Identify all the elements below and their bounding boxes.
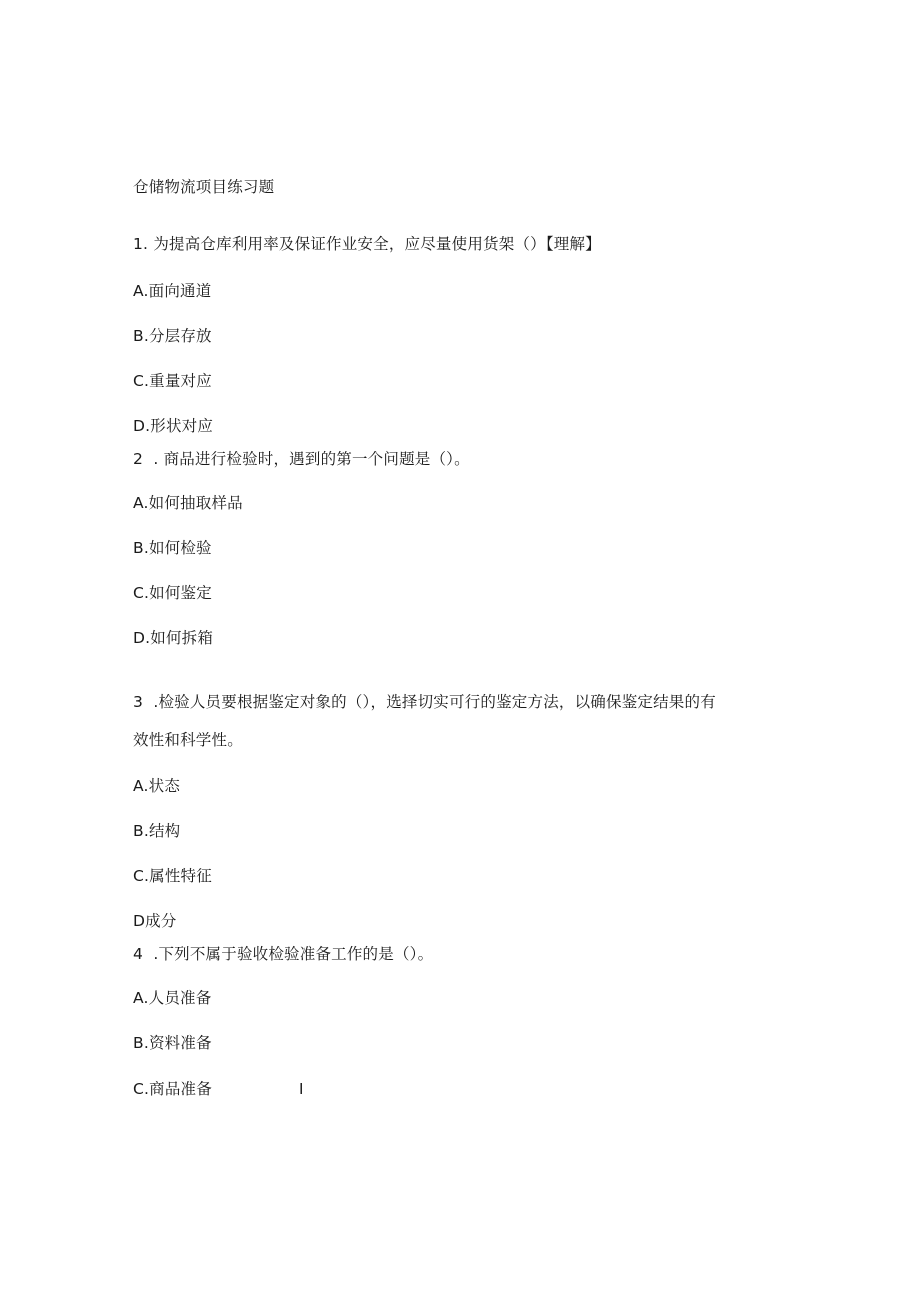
question-3-stem-line-1: 3 .检验人员要根据鉴定对象的（），选择切实可行的鉴定方法，以确保鉴定结果的有 <box>133 693 716 711</box>
question-1-stem: 1. 为提高仓库利用率及保证作业安全，应尽量使用货架（）【理解】 <box>133 235 601 253</box>
question-2-option-c: C.如何鉴定 <box>133 584 212 602</box>
question-1-option-b: B.分层存放 <box>133 327 212 345</box>
question-2-option-b: B.如何检验 <box>133 539 212 557</box>
question-1-option-c: C.重量对应 <box>133 372 212 390</box>
question-3-option-b: B.结构 <box>133 822 181 840</box>
question-4-option-a: A.人员准备 <box>133 989 212 1007</box>
text-cursor-mark: I <box>299 1081 304 1098</box>
question-1-option-a: A.面向通道 <box>133 282 212 300</box>
page-title: 仓储物流项目练习题 <box>133 178 275 196</box>
question-2-option-a: A.如何抽取样品 <box>133 494 243 512</box>
question-3-option-d: D成分 <box>133 912 177 930</box>
question-3-option-c: C.属性特征 <box>133 867 212 885</box>
question-4-option-c: C.商品准备 <box>133 1080 212 1098</box>
question-1-option-d: D.形状对应 <box>133 417 214 435</box>
question-2-stem: 2 . 商品进行检验时，遇到的第一个问题是（）。 <box>133 450 470 468</box>
question-3-option-a: A.状态 <box>133 777 181 795</box>
question-4-stem: 4 .下列不属于验收检验准备工作的是（）。 <box>133 945 434 963</box>
question-3-stem-line-2: 效性和科学性。 <box>133 731 243 749</box>
question-2-option-d: D.如何拆箱 <box>133 629 214 647</box>
question-4-option-b: B.资料准备 <box>133 1034 212 1052</box>
